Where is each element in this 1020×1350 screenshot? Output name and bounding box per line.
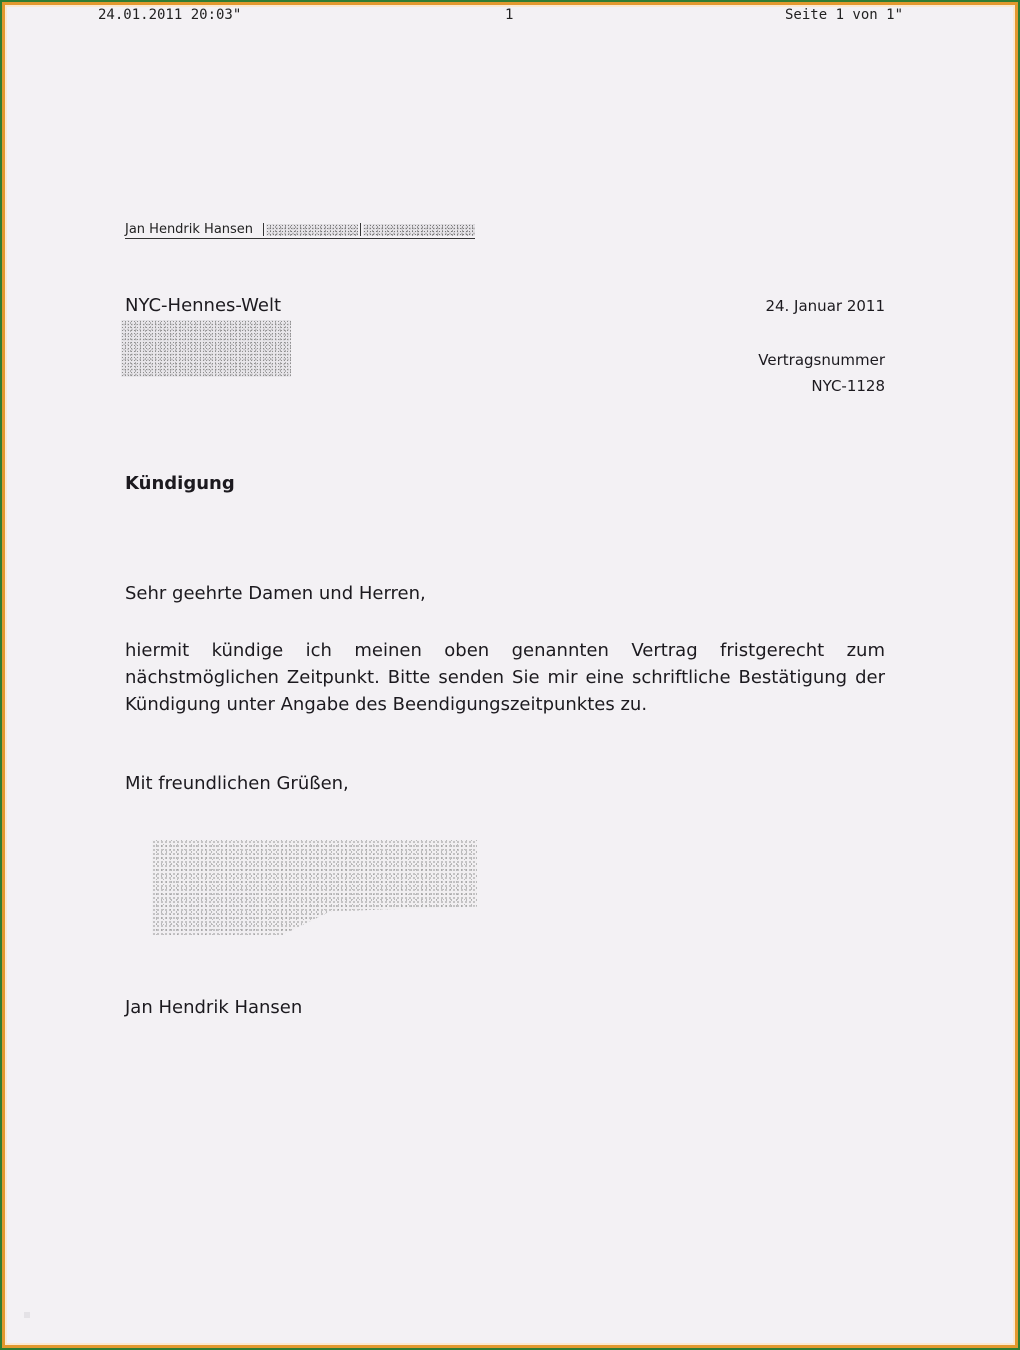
letter-date: 24. Januar 2011 — [765, 297, 885, 315]
closing: Mit freundlichen Grüßen, — [125, 773, 349, 794]
redacted-signature — [152, 840, 477, 935]
subject-heading: Kündigung — [125, 473, 235, 494]
scan-mark — [24, 1312, 30, 1318]
contract-label: Vertragsnummer — [758, 351, 885, 369]
signer-name: Jan Hendrik Hansen — [125, 997, 303, 1018]
sender-name: Jan Hendrik Hansen — [125, 222, 254, 237]
print-timestamp: 24.01.2011 20:03" — [98, 7, 242, 23]
salutation: Sehr geehrte Damen und Herren, — [125, 583, 426, 604]
body-paragraph: hiermit kündige ich meinen oben genannten Vertrag fristgerecht zum nächstmöglichen Zeitpunkt. Bitte senden Sie mir eine schriftliche Bestätigung der Kündigung unter Angabe des Beendigungszeitpunktes zu. — [125, 640, 885, 715]
separator — [263, 223, 264, 236]
redacted-city — [363, 224, 475, 236]
redacted-street — [266, 224, 358, 236]
redacted-recipient-address — [121, 320, 291, 377]
separator — [360, 223, 361, 236]
print-page-of: Seite 1 von 1" — [785, 7, 904, 23]
recipient-name: NYC-Hennes-Welt — [125, 295, 282, 316]
print-page-number: 1 — [505, 7, 514, 23]
contract-number: NYC-1128 — [811, 377, 885, 395]
sender-line — [125, 222, 475, 239]
document-page — [7, 7, 1013, 1343]
